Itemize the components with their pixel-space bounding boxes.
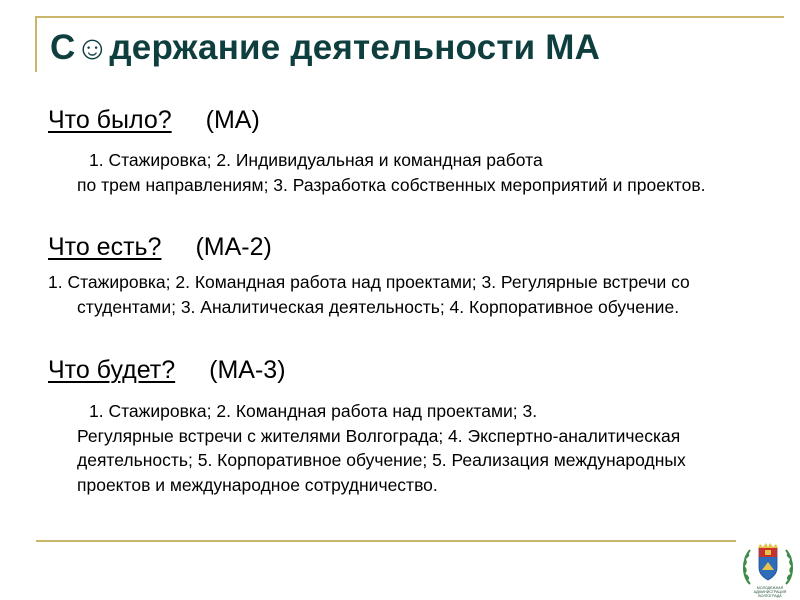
section-is-tag: (МА-2) bbox=[195, 233, 272, 261]
section-will-text bbox=[77, 399, 757, 497]
section-was-text bbox=[77, 148, 757, 197]
section-was-tag: (МА) bbox=[205, 106, 260, 134]
section-will-text-rest: Регулярные встречи с жителями Волгограда; 4. Экспертно-аналитическая деятельность; 5. Корпоративное обучение; 5. Реализация международных проектов и международное сотрудничество. bbox=[77, 425, 686, 495]
section-will-text-lead: 1. Стажировка; 2. Командная работа над проектами; 3. bbox=[89, 401, 538, 421]
section-is-question: Что есть? bbox=[48, 233, 162, 261]
logo-caption: МОЛОДЕЖНАЯ АДМИНИСТРАЦИЯ ВОЛГОГРАДА bbox=[753, 586, 787, 599]
slide-title bbox=[50, 28, 600, 68]
section-was-question: Что было? bbox=[48, 106, 172, 134]
smiley-icon: ☺ bbox=[75, 29, 110, 66]
section-will-heading bbox=[48, 356, 286, 385]
frame-left-line bbox=[35, 16, 37, 72]
section-will-tag: (МА-3) bbox=[209, 356, 286, 384]
title-prefix: С bbox=[50, 28, 76, 67]
section-was-text-rest: по трем направлениям; 3. Разработка собственных мероприятий и проектов. bbox=[77, 174, 706, 195]
frame-top-line bbox=[36, 16, 784, 18]
section-is-heading bbox=[48, 233, 272, 262]
frame-bottom-line bbox=[36, 540, 736, 542]
section-will-question: Что будет? bbox=[48, 356, 176, 384]
title-rest: держание деятельности МА bbox=[109, 28, 601, 67]
section-was-heading bbox=[48, 106, 260, 135]
coat-of-arms-icon bbox=[758, 543, 778, 580]
section-was-text-lead: 1. Стажировка; 2. Индивидуальная и командная работа bbox=[89, 150, 543, 170]
section-is-text: 1. Стажировка; 2. Командная работа над проектами; 3. Регулярные встречи со студентами; 3. Аналитическая деятельность; 4. Корпоративное обучение. bbox=[48, 272, 690, 317]
